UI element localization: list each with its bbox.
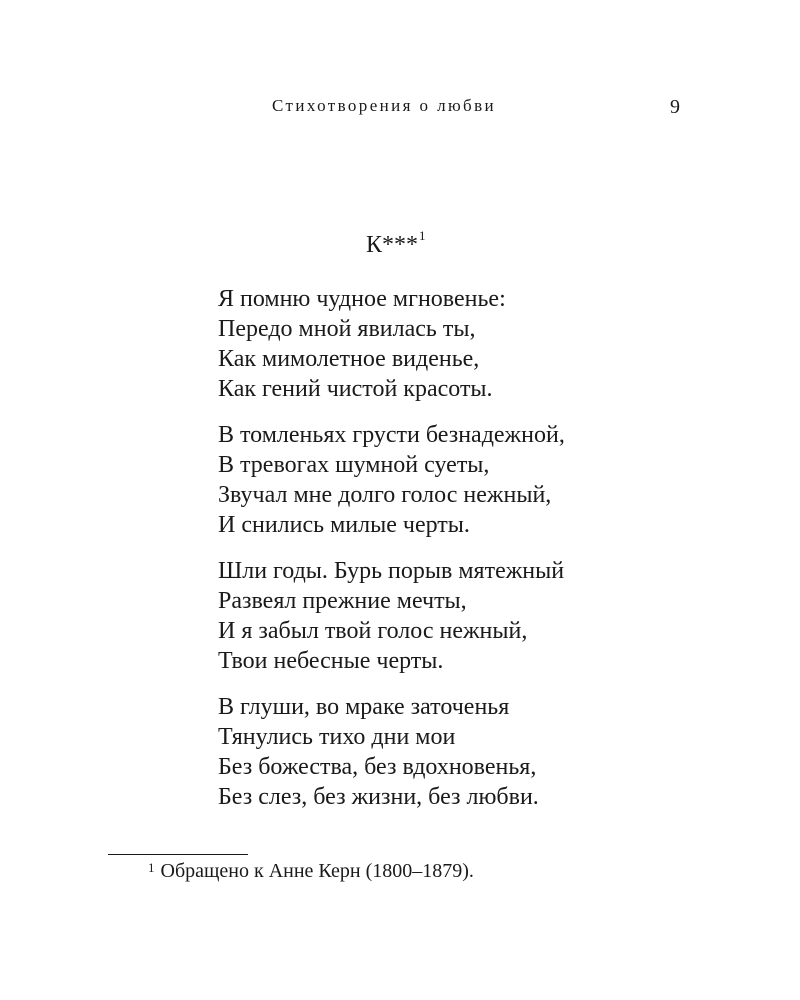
poem-line: Передо мной явилась ты, [218,316,476,342]
stanza-2 [218,420,565,540]
footnote [148,860,474,883]
poem-line: Тянулись тихо дни мои [218,724,456,750]
poem-line: Развеял прежние мечты, [218,588,467,614]
running-head: Стихотворения о любви [272,96,497,115]
poem-title-text: К*** [366,232,419,258]
poem-line: Звучал мне долго голос нежный, [218,482,552,508]
stanza-1 [218,284,565,404]
poem-line: В тревогах шумной суеты, [218,452,490,478]
poem-line: Без божества, без вдохновенья, [218,754,537,780]
footnote-text: Обращено к Анне Керн (1800–1879). [160,860,474,882]
poem-title [366,228,426,259]
footnote-mark: 1 [148,860,155,875]
poem-line: Я помню чудное мгновенье: [218,286,506,312]
poem-line: Шли годы. Бурь порыв мятежный [218,558,565,584]
poem-line: Без слез, без жизни, без любви. [218,784,539,810]
poem-line: И снились милые черты. [218,512,470,538]
footnote-reference: 1 [419,228,426,243]
page-number: 9 [670,96,680,118]
poem-line: В глуши, во мраке заточенья [218,694,510,720]
stanza-3 [218,556,565,676]
poem-line: В томленьях грусти безнадежной, [218,422,565,448]
poem-line: Как мимолетное виденье, [218,346,480,372]
poem-line: И я забыл твой голос нежный, [218,618,528,644]
poem-line: Как гений чистой красоты. [218,376,493,402]
stanza-4 [218,692,565,812]
poem-line: Твои небесные черты. [218,648,444,674]
poem-body [218,284,565,828]
footnote-rule [108,854,248,855]
